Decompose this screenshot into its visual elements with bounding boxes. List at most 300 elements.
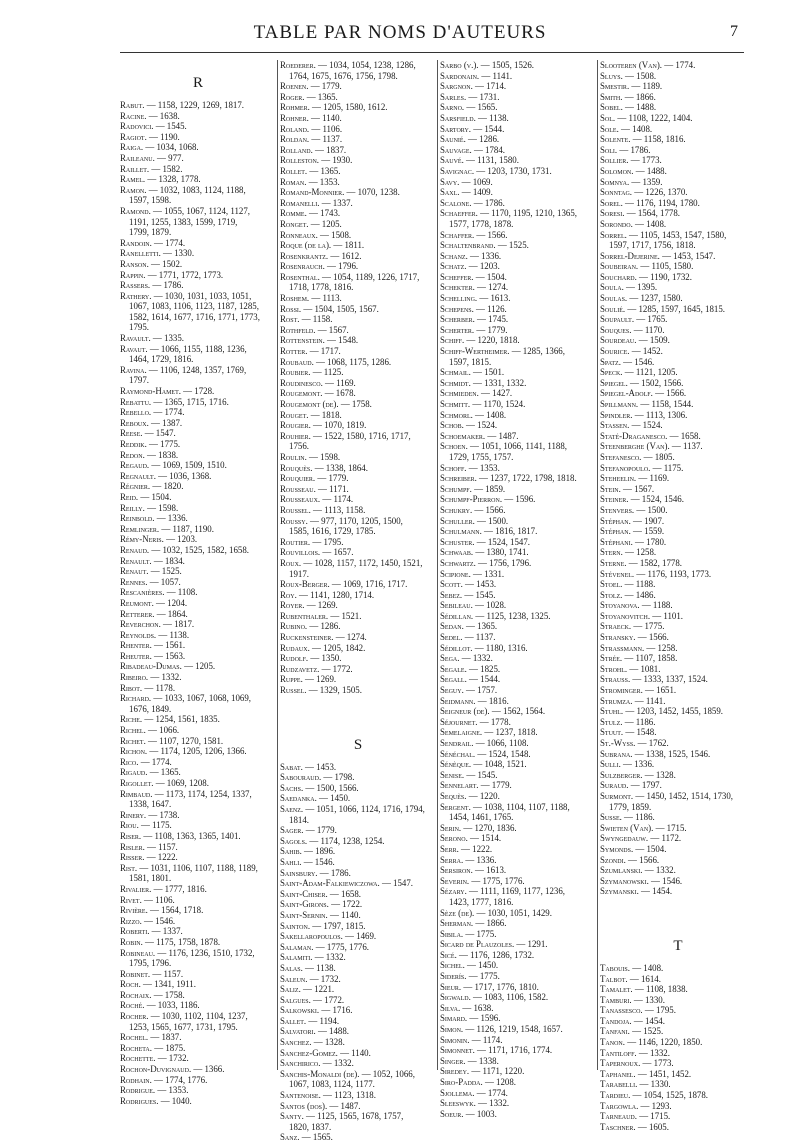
- index-entry: Stassen. — 1524.: [600, 420, 663, 431]
- index-entry-continuation: 1756.: [289, 441, 309, 452]
- index-entry: Soresi. — 1564, 1778.: [600, 208, 680, 219]
- index-entry: Robineau. — 1176, 1236, 1510, 1732,: [120, 947, 255, 958]
- index-entry: Roshem. — 1113.: [280, 293, 342, 304]
- index-entry: Seigneur (de). — 1562, 1564.: [440, 706, 546, 717]
- index-entry: Rappin. — 1771, 1772, 1773.: [120, 269, 224, 280]
- index-entry: Schreiber. — 1237, 1722, 1798, 1818.: [440, 473, 577, 484]
- index-entry: Stulz. — 1186.: [600, 716, 656, 727]
- index-entry: Siredey. — 1171, 1220.: [440, 1066, 525, 1077]
- index-entry: Slooteren (Van). — 1774.: [600, 60, 696, 70]
- index-entry: Sourdeau. — 1509.: [600, 335, 670, 346]
- index-entry: Soulas. — 1237, 1580.: [600, 293, 683, 304]
- index-entry: Stefanesco. — 1805.: [600, 451, 675, 462]
- index-entry: Simon. — 1126, 1219, 1548, 1657.: [440, 1024, 563, 1035]
- index-entry: Roussy. — 977, 1170, 1205, 1500,: [280, 515, 403, 526]
- index-entry: Sorrel. — 1105, 1453, 1547, 1580,: [600, 229, 727, 240]
- index-entry: Robin. — 1175, 1758, 1878.: [120, 936, 221, 947]
- index-entry: Roulin. — 1598.: [280, 451, 341, 462]
- index-entry: Schepens. — 1126.: [440, 303, 507, 314]
- index-entry: Stransky. — 1566.: [600, 632, 669, 643]
- index-entry: Sargnon. — 1714.: [440, 81, 507, 92]
- index-entry: Rescanières. — 1108.: [120, 587, 198, 598]
- index-entry-continuation: 1729, 1755, 1757.: [449, 451, 514, 462]
- index-entry: Reboux. — 1387.: [120, 417, 183, 428]
- index-entry: Ronneaux. — 1508.: [280, 229, 352, 240]
- index-entry: Sluys. — 1508.: [600, 70, 657, 81]
- index-entry-continuation: 1676, 1849.: [129, 703, 172, 714]
- index-entry: Siderís. — 1775.: [440, 971, 500, 982]
- index-columns: [120, 60, 760, 1143]
- index-entry: Regnault. — 1036, 1368.: [120, 470, 212, 481]
- index-entry: Rivet. — 1106.: [120, 894, 175, 905]
- index-entry: Sieur. — 1717, 1776, 1810.: [440, 981, 539, 992]
- index-entry: Sardonain. — 1141.: [440, 70, 513, 81]
- index-entry: Stern. — 1258.: [600, 547, 657, 558]
- index-entry: Rocher. — 1030, 1102, 1104, 1237,: [120, 1011, 248, 1022]
- index-entry: Tantiloff. — 1332.: [600, 1047, 670, 1058]
- index-entry: Roberti. — 1337.: [120, 926, 183, 937]
- index-entry: Sagols. — 1174, 1238, 1254.: [280, 835, 385, 846]
- index-entry: Raileanu. — 977.: [120, 152, 184, 163]
- index-entry: Scherter. — 1779.: [440, 324, 508, 335]
- index-entry: Santenoise. — 1123, 1318.: [280, 1090, 376, 1101]
- index-entry: Rochon-Duvignaud. — 1366.: [120, 1064, 225, 1075]
- index-entry: Simonin. — 1174.: [440, 1034, 503, 1045]
- index-entry: Rouquès. — 1338, 1864.: [280, 462, 368, 473]
- index-entry: Staté-Draganesco. — 1658.: [600, 430, 701, 441]
- index-entry: Saint-Sernin. — 1140.: [280, 909, 361, 920]
- index-entry: Schoff. — 1353.: [440, 462, 500, 473]
- index-entry: Scheffer. — 1504.: [440, 271, 507, 282]
- index-entry: Schumpf. — 1859.: [440, 483, 506, 494]
- index-entry: Somnya. — 1359.: [600, 176, 663, 187]
- index-entry: Spillmann. — 1158, 1544.: [600, 399, 694, 409]
- index-entry: Rheuter. — 1563.: [120, 650, 186, 661]
- index-entry: Schwartz. — 1756, 1796.: [440, 557, 532, 568]
- index-entry: Russel. — 1329, 1505.: [280, 685, 362, 696]
- index-entry: Roubaud. — 1068, 1175, 1286.: [280, 356, 392, 367]
- index-entry: Sersiron. — 1613.: [440, 865, 507, 876]
- index-entry: Sager. — 1779.: [280, 825, 337, 836]
- index-entry: Stéphani. — 1780.: [600, 536, 667, 547]
- index-entry: Roux. — 1028, 1157, 1172, 1450, 1521,: [280, 557, 423, 568]
- index-entry: Sarles. — 1731.: [440, 91, 500, 102]
- index-entry: Stefanopoulo. — 1175.: [600, 462, 684, 473]
- index-entry: Sèze (de). — 1030, 1051, 1429.: [440, 907, 552, 918]
- index-entry: Strumza. — 1141.: [600, 695, 666, 706]
- index-entry: Rohner. — 1140.: [280, 112, 342, 123]
- index-entry-continuation: 1597, 1598.: [129, 195, 172, 206]
- index-entry: Serono. — 1514.: [440, 833, 502, 844]
- index-entry: Sonntag. — 1226, 1370.: [600, 187, 688, 198]
- index-entry: Sanchis-Monaldi (de). — 1052, 1066,: [280, 1068, 415, 1079]
- index-entry: Stoyanova. — 1188.: [600, 600, 673, 611]
- index-column-4: [600, 60, 756, 1132]
- index-entry: Severin. — 1775, 1776.: [440, 875, 525, 886]
- index-entry: Salkowski. — 1716.: [280, 1005, 353, 1016]
- index-entry: Redon. — 1838.: [120, 449, 179, 460]
- index-entry: Sebileau. — 1028.: [440, 600, 507, 611]
- index-entry: Salas. — 1138.: [280, 962, 336, 973]
- index-entry: Sanz. — 1565.: [280, 1132, 333, 1143]
- index-entry: Sourice. — 1452.: [600, 346, 663, 357]
- index-entry: Solente. — 1158, 1816.: [600, 134, 686, 145]
- index-entry: Reynolds. — 1138.: [120, 629, 190, 640]
- index-entry: Riou. — 1175.: [120, 820, 172, 831]
- index-entry: Rennes. — 1057.: [120, 576, 181, 587]
- index-entry: Rubenthaler. — 1521.: [280, 610, 362, 621]
- index-entry: Tarneaud. — 1715.: [600, 1111, 671, 1122]
- index-entry: Regaud. — 1069, 1509, 1510.: [120, 460, 227, 471]
- index-entry: Strassmann. — 1258.: [600, 642, 678, 653]
- index-entry: Richon. — 1174, 1205, 1206, 1366.: [120, 746, 247, 757]
- index-entry: Romme. — 1743.: [280, 208, 341, 219]
- index-entry: Rico. — 1774.: [120, 756, 172, 767]
- index-entry: Ranson. — 1502.: [120, 258, 183, 269]
- index-entry: Schukry. — 1566.: [440, 504, 506, 515]
- index-entry: Sergent. — 1038, 1104, 1107, 1188,: [440, 801, 570, 812]
- index-entry: Saenz. — 1051, 1066, 1124, 1716, 1794,: [280, 804, 425, 814]
- index-entry: Schulmann. — 1816, 1817.: [440, 526, 538, 537]
- index-entry: Stévenel. — 1176, 1193, 1773.: [600, 568, 712, 579]
- index-entry: Surmont. — 1450, 1452, 1514, 1730,: [600, 790, 733, 801]
- index-entry-continuation: 1597, 1717, 1756, 1818.: [609, 240, 696, 251]
- index-entry: Saint-Adam-Falkiewiczowa. — 1547.: [280, 878, 414, 889]
- index-entry: St.-Wyss. — 1762.: [600, 738, 669, 748]
- page-header: [0, 22, 800, 50]
- index-entry: Rizzo. — 1546.: [120, 915, 176, 926]
- index-entry: Sahli. — 1546.: [280, 856, 335, 867]
- index-entry: Royer. — 1269.: [280, 600, 338, 611]
- index-entry: Saleun. — 1732.: [280, 973, 341, 984]
- index-entry: Tanon. — 1146, 1220, 1850.: [600, 1037, 703, 1048]
- index-entry: Serin. — 1270, 1836.: [440, 822, 517, 833]
- index-entry: Sauvage. — 1784.: [440, 144, 505, 155]
- index-entry: Radovici. — 1545.: [120, 121, 187, 132]
- column-divider: [437, 60, 438, 1070]
- index-entry: Taschner. — 1605.: [600, 1121, 669, 1132]
- index-entry: Séjournet. — 1778.: [440, 716, 511, 727]
- index-entry: Serr. — 1222.: [440, 843, 493, 854]
- index-entry: Salgues. — 1772.: [280, 994, 345, 1005]
- index-entry: Rosenrauch. — 1796.: [280, 261, 359, 272]
- index-entry: Salaman. — 1775, 1776.: [280, 941, 369, 952]
- index-entry: Rochaix. — 1758.: [120, 989, 185, 1000]
- index-entry: Sabouraud. — 1798.: [280, 772, 355, 783]
- index-entry: Ragiot. — 1190.: [120, 131, 180, 142]
- index-entry: Savignac. — 1203, 1730, 1731.: [440, 165, 552, 176]
- index-entry: Rivière. — 1564, 1718.: [120, 905, 204, 916]
- index-entry: Roman. — 1353.: [280, 176, 340, 187]
- index-entry-continuation: 1718, 1778, 1816.: [289, 282, 354, 293]
- index-entry: Sachs. — 1500, 1566.: [280, 782, 359, 793]
- index-entry: Rudaux. — 1205, 1842.: [280, 642, 366, 653]
- index-entry: Santy. — 1125, 1565, 1678, 1757,: [280, 1111, 404, 1122]
- index-entry: Rougemont. — 1678.: [280, 388, 356, 399]
- index-entry: Swyngedauw. — 1172.: [600, 833, 682, 844]
- index-entry: Sahib. — 1896.: [280, 846, 336, 857]
- index-entry: Rougier. — 1070, 1819.: [280, 420, 367, 431]
- index-entry: Szymanowski. — 1546.: [600, 875, 683, 886]
- index-entry: Roenen. — 1779.: [280, 81, 342, 92]
- index-entry: Sendrail. — 1066, 1108.: [440, 738, 529, 748]
- index-entry: Roque (de la). — 1811.: [280, 240, 365, 251]
- index-entry: Richel. — 1066.: [120, 725, 180, 736]
- index-entry: Segall. — 1544.: [440, 674, 501, 685]
- index-entry-continuation: 1795.: [129, 322, 149, 333]
- index-entry: Reumont. — 1204.: [120, 597, 188, 608]
- index-entry: Strauss. — 1333, 1337, 1524.: [600, 674, 708, 685]
- index-entry: Souques. — 1170.: [600, 324, 665, 335]
- index-entry: Schob. — 1524.: [440, 420, 498, 431]
- index-entry: Sherman. — 1866.: [440, 918, 507, 929]
- index-entry: Rimbaud. — 1173, 1174, 1254, 1337,: [120, 788, 252, 799]
- index-entry: Rohmer. — 1205, 1580, 1612.: [280, 102, 388, 113]
- index-entry: Remlinger. — 1187, 1190.: [120, 523, 214, 534]
- index-entry: Savy. — 1069.: [440, 176, 493, 187]
- index-entry: Rosenkrantz. — 1612.: [280, 250, 362, 261]
- index-entry: Seidmann. — 1816.: [440, 695, 509, 706]
- index-entry: Reilly. — 1598.: [120, 502, 179, 513]
- index-entry: Senise. — 1545.: [440, 769, 498, 780]
- index-entry: Singer. — 1338.: [440, 1055, 499, 1066]
- index-entry-continuation: 1454, 1461, 1765.: [449, 812, 514, 823]
- index-column-2: [280, 60, 436, 1143]
- index-entry: Rabut. — 1158, 1229, 1269, 1817.: [120, 100, 244, 110]
- index-entry: Sanchez. — 1328.: [280, 1037, 345, 1048]
- index-entry: Renaud. — 1032, 1525, 1582, 1658.: [120, 544, 249, 555]
- index-entry: Schaltenbrand. — 1525.: [440, 240, 529, 251]
- index-entry: Soulié. — 1285, 1597, 1645, 1815.: [600, 303, 725, 314]
- index-entry: Rottenstein. — 1548.: [280, 335, 359, 346]
- index-entry: Scherber. — 1745.: [440, 314, 509, 325]
- index-entry: Sibila. — 1775.: [440, 928, 497, 939]
- index-entry: Rost. — 1158.: [280, 314, 333, 325]
- index-entry: Roché. — 1033, 1186.: [120, 1000, 200, 1011]
- index-entry: Rouvillois. — 1657.: [280, 547, 354, 558]
- index-entry: Rinery. — 1738.: [120, 809, 180, 820]
- index-entry: Stéphan. — 1559.: [600, 526, 665, 537]
- index-entry: Spindler. — 1113, 1306.: [600, 409, 688, 420]
- index-entry-continuation: 1253, 1565, 1677, 1731, 1795.: [129, 1021, 238, 1032]
- index-entry: Sénéchal. — 1524, 1548.: [440, 748, 531, 759]
- index-entry: Saunié. — 1286.: [440, 134, 500, 145]
- index-entry: Sleeswyk. — 1332.: [440, 1098, 510, 1109]
- index-entry: Scipione. — 1331.: [440, 568, 505, 579]
- index-entry-continuation: 1191, 1255, 1383, 1599, 1719,: [129, 216, 238, 227]
- index-entry-continuation: 1581, 1801.: [129, 873, 172, 884]
- index-entry: Schwaab. — 1380, 1741.: [440, 547, 529, 558]
- index-entry: Roch. — 1341, 1911.: [120, 979, 196, 990]
- index-entry: Rudolf. — 1350.: [280, 653, 342, 664]
- index-entry: Sainsbury. — 1786.: [280, 867, 351, 878]
- index-entry: Scalone. — 1786.: [440, 197, 505, 208]
- index-entry: Riche. — 1254, 1561, 1835.: [120, 714, 220, 725]
- index-entry: Rougemont (de). — 1758.: [280, 399, 372, 409]
- index-entry: Steheelin. — 1169.: [600, 473, 670, 484]
- index-entry: Reverchon. — 1817.: [120, 619, 195, 630]
- index-entry: Rossi. — 1504, 1505, 1567.: [280, 303, 379, 314]
- index-entry: Tarabelli. — 1330.: [600, 1079, 671, 1090]
- index-entry: Rigollet. — 1069, 1208.: [120, 778, 209, 788]
- index-entry: Roussel. — 1113, 1158.: [280, 504, 366, 515]
- index-entry: Scott. — 1453.: [440, 579, 497, 590]
- index-entry: Talbot. — 1614.: [600, 973, 661, 984]
- index-entry: Risser. — 1222.: [120, 852, 178, 863]
- index-entry: Ravina. — 1106, 1248, 1357, 1769,: [120, 364, 247, 375]
- index-entry-continuation: 1464, 1729, 1816.: [129, 354, 194, 365]
- column-divider: [277, 60, 278, 1070]
- index-entry: Tanassesco. — 1795.: [600, 1005, 676, 1016]
- index-entry-continuation: 1597, 1815.: [449, 356, 492, 367]
- index-entry: Rhenter. — 1561.: [120, 640, 186, 651]
- section-letter: S: [353, 736, 363, 753]
- index-entry: Sebez. — 1545.: [440, 589, 496, 600]
- index-entry: Tabouis. — 1408.: [600, 962, 664, 973]
- index-entry: Ramond. — 1055, 1067, 1124, 1127,: [120, 205, 250, 216]
- index-entry: Susse. — 1186.: [600, 812, 655, 823]
- index-entry: Rolleston. — 1930.: [280, 155, 353, 166]
- index-entry: Rollet. — 1365.: [280, 165, 341, 176]
- index-entry: Steenberghe (Van). — 1137.: [600, 441, 703, 452]
- index-entry: Sauvé. — 1131, 1580.: [440, 155, 519, 166]
- index-entry-continuation: 1799, 1879.: [129, 227, 172, 238]
- index-entry: Raymond-Hamet. — 1728.: [120, 386, 215, 397]
- index-entry: Schuller. — 1500.: [440, 515, 509, 526]
- index-entry: Rubino. — 1286.: [280, 621, 341, 632]
- index-entry: Sorrel-Dejerine. — 1453, 1547.: [600, 250, 716, 261]
- index-entry: Saxl. — 1409.: [440, 187, 493, 198]
- index-entry: Salamiti. — 1332.: [280, 952, 346, 963]
- index-entry: Saint-Girons. — 1722.: [280, 899, 363, 910]
- index-entry: Schaeffer. — 1170, 1195, 1210, 1365,: [440, 208, 578, 219]
- index-entry: Riser. — 1108, 1363, 1365, 1401.: [120, 830, 241, 841]
- section-letter: R: [192, 75, 203, 91]
- index-entry: Tandoja. — 1454.: [600, 1015, 665, 1026]
- index-entry: Simonnet. — 1171, 1716, 1774.: [440, 1045, 553, 1056]
- index-entry: Serra. — 1336.: [440, 854, 497, 865]
- index-entry: Steiner. — 1524, 1546.: [600, 494, 684, 505]
- index-entry: Stein. — 1567.: [600, 483, 655, 494]
- index-entry: Silva. — 1638.: [440, 1002, 494, 1013]
- index-entry: Régnier. — 1820.: [120, 481, 184, 492]
- index-entry: Rebello. — 1774.: [120, 407, 185, 418]
- index-entry: Ranelletti. — 1330.: [120, 248, 195, 259]
- index-entry: Tamalet. — 1108, 1838.: [600, 984, 688, 995]
- index-entry: Rist. — 1031, 1106, 1107, 1188, 1189,: [120, 862, 258, 873]
- column-divider: [597, 60, 598, 1070]
- index-entry: Sartory. — 1544.: [440, 123, 505, 134]
- index-entry: Rousseaux. — 1174.: [280, 494, 354, 505]
- index-entry: Soula. — 1395.: [600, 282, 658, 293]
- index-entry: Sarsfield. — 1138.: [440, 112, 509, 123]
- index-entry: Suraud. — 1797.: [600, 780, 662, 791]
- index-entry: Ribeiro. — 1332.: [120, 672, 182, 683]
- index-entry-continuation: 1797.: [129, 375, 149, 386]
- index-entry: Ronget. — 1205.: [280, 218, 342, 229]
- index-entry: Schuster. — 1524, 1547.: [440, 536, 530, 547]
- index-entry: Roy. — 1141, 1280, 1714.: [280, 589, 375, 600]
- index-entry: Sulzberger. — 1328.: [600, 769, 676, 780]
- index-entry: Sol. — 1108, 1222, 1404.: [600, 112, 693, 123]
- index-entry: Sarno. — 1565.: [440, 102, 498, 113]
- index-entry: Smith. — 1866.: [600, 91, 656, 102]
- index-entry: Souchard. — 1190, 1732.: [600, 271, 692, 282]
- index-entry: Rodhain. — 1774, 1776.: [120, 1074, 208, 1085]
- index-entry: Rouquier. — 1779.: [280, 473, 349, 484]
- index-entry: Tardieu. — 1054, 1525, 1878.: [600, 1090, 708, 1101]
- index-entry: Rémy-Neris. — 1203.: [120, 534, 198, 545]
- index-entry: Sallet. — 1194.: [280, 1015, 340, 1026]
- index-entry: Rotter. — 1717.: [280, 346, 341, 357]
- index-entry: Stuut. — 1548.: [600, 727, 657, 738]
- index-entry: Schatz. — 1203.: [440, 261, 500, 272]
- index-entry: Rosenthal. — 1054, 1189, 1226, 1717,: [280, 271, 420, 282]
- index-entry-continuation: 1585, 1616, 1729, 1785.: [289, 526, 376, 537]
- index-entry: Roux-Berger. — 1069, 1716, 1717.: [280, 579, 408, 590]
- index-entry: Renaut. — 1525.: [120, 566, 182, 577]
- index-entry: Schmitt. — 1170, 1524.: [440, 399, 526, 409]
- index-entry: Sega. — 1332.: [440, 653, 493, 664]
- index-column-1: [120, 60, 276, 1106]
- index-entry-continuation: 1779, 1859.: [609, 801, 652, 812]
- index-entry: Sézary. — 1111, 1169, 1177, 1236,: [440, 886, 566, 897]
- index-entry: Ravaut. — 1066, 1155, 1188, 1236,: [120, 343, 247, 354]
- index-entry: Ramel. — 1328, 1778.: [120, 174, 201, 185]
- index-entry: Sedel. — 1137.: [440, 632, 496, 643]
- index-entry: Santos (dos). — 1487.: [280, 1100, 361, 1111]
- index-entry: Sabat. — 1453.: [280, 761, 337, 772]
- index-entry: Seguy. — 1757.: [440, 685, 498, 696]
- index-entry: Segale. — 1825.: [440, 663, 501, 674]
- index-entry: Sédillot. — 1180, 1316.: [440, 642, 528, 653]
- index-entry: Soli. — 1786.: [600, 144, 651, 155]
- index-entry: Stolz. — 1486.: [600, 589, 656, 600]
- index-entry: Tamburi. — 1330.: [600, 994, 665, 1005]
- index-entry-continuation: 1338, 1647.: [129, 799, 172, 810]
- index-entry: Richard. — 1033, 1067, 1068, 1069,: [120, 693, 251, 704]
- index-entry: Sorel. — 1176, 1194, 1780.: [600, 197, 700, 208]
- index-entry-continuation: 1795, 1796.: [129, 958, 172, 969]
- index-entry: Retterer. — 1864.: [120, 608, 188, 619]
- index-entry: Saint-Chiser. — 1658.: [280, 888, 361, 899]
- index-entry-continuation: 1577, 1778, 1878.: [449, 218, 514, 229]
- index-entry: Subrana. — 1338, 1525, 1546.: [600, 748, 711, 759]
- index-entry: Roland. — 1106.: [280, 123, 343, 134]
- index-entry: Rousseau. — 1171.: [280, 483, 349, 494]
- index-entry: Ribadeau-Dumas. — 1205.: [120, 661, 216, 672]
- index-entry: Schoen. — 1051, 1066, 1141, 1188,: [440, 441, 568, 452]
- index-entry: Taphanel. — 1451, 1452.: [600, 1068, 692, 1079]
- section-letter: T: [673, 937, 683, 954]
- index-entry: Spatz. — 1546.: [600, 356, 655, 367]
- index-entry: Tapernoux. — 1773.: [600, 1058, 674, 1069]
- index-entry: Rocheta. — 1875.: [120, 1042, 186, 1053]
- index-entry: Siro-Padda. — 1208.: [440, 1077, 516, 1087]
- index-entry: Sigwald. — 1083, 1106, 1582.: [440, 992, 549, 1003]
- index-entry: Saedanka. — 1450.: [280, 793, 351, 804]
- index-entry: Sédillan. — 1125, 1238, 1325.: [440, 610, 551, 621]
- index-entry: Sequès. — 1220.: [440, 790, 500, 801]
- index-entry: Schelling. — 1613.: [440, 293, 511, 304]
- index-entry: Sichel. — 1450.: [440, 960, 499, 971]
- index-entry: Sobel. — 1488.: [600, 102, 657, 113]
- index-entry: Rouget. — 1818.: [280, 409, 342, 420]
- index-entry: Rodrigues. — 1040.: [120, 1095, 192, 1106]
- index-entry: Rigaud. — 1365.: [120, 767, 181, 778]
- index-entry: Rolland. — 1837.: [280, 144, 347, 155]
- index-entry: Sicé. — 1176, 1286, 1732.: [440, 949, 535, 960]
